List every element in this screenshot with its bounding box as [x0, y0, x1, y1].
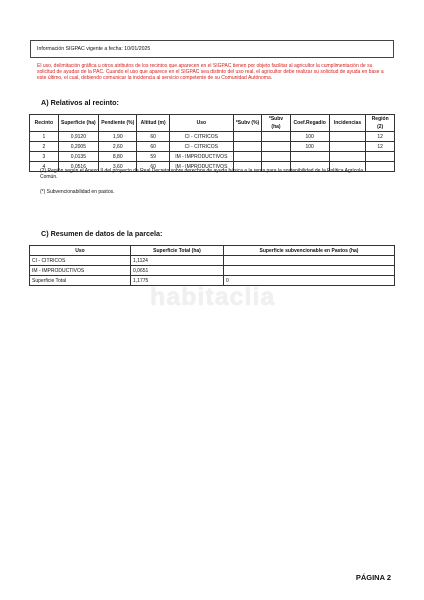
col-incidencias: Incidencias: [329, 115, 366, 132]
col-coef-regadio: Coef.Regadío: [290, 115, 329, 132]
cell-superficie-pastos: 0: [224, 276, 395, 286]
col-subv-pct: *Subv (%): [233, 115, 261, 132]
cell-uso: IM - IMPRODUCTIVOS: [169, 152, 233, 162]
recinto-row: [30, 132, 395, 142]
pastos-footnote: (*) Subvencionabilidad en pastos.: [40, 189, 115, 195]
cell-pendiente: 8,80: [99, 152, 137, 162]
recinto-header-row: [30, 115, 395, 132]
cell-incidencias: [329, 152, 366, 162]
cell-incidencias: [329, 142, 366, 152]
cell-superficie: 0,0135: [58, 152, 98, 162]
cell-superficie: 0,0516: [58, 162, 98, 172]
cell-coef-regadio: 100: [290, 132, 329, 142]
cell-recinto: 3: [30, 152, 59, 162]
cell-altitud: 60: [137, 162, 169, 172]
cell-uso: CI - CITRICOS: [30, 256, 131, 266]
cell-subv-ha: [262, 132, 290, 142]
cell-uso: Superficie Total: [30, 276, 131, 286]
col-subv-ha: *Subv (ha): [262, 115, 290, 132]
col-pendiente: Pendiente (%): [99, 115, 137, 132]
recinto-table: [29, 114, 395, 172]
parcela-summary-table: [29, 245, 395, 286]
cell-region: [366, 152, 395, 162]
col-uso: Uso: [30, 246, 131, 256]
cell-superficie-total: 0,0651: [131, 266, 224, 276]
section-c-title: C) Resumen de datos de la parcela:: [41, 229, 163, 238]
habitaclia-watermark: habitaclia: [150, 283, 276, 311]
col-superficie: Superficie (ha): [58, 115, 98, 132]
recinto-row: [30, 152, 395, 162]
cell-region: 12: [366, 132, 395, 142]
cell-uso: IM - IMPRODUCTIVOS: [169, 162, 233, 172]
cell-coef-regadio: 100: [290, 142, 329, 152]
col-superficie-pastos: Superficie subvencionable en Pastos (ha): [224, 246, 395, 256]
col-recinto: Recinto: [30, 115, 59, 132]
cell-incidencias: [329, 132, 366, 142]
summary-row: [30, 256, 395, 266]
cell-region: 12: [366, 142, 395, 152]
col-altitud: Altitud (m): [137, 115, 169, 132]
cell-superficie-total: 1,1775: [131, 276, 224, 286]
cell-altitud: 60: [137, 142, 169, 152]
cell-recinto: 1: [30, 132, 59, 142]
cell-recinto: 2: [30, 142, 59, 152]
cell-uso: CI - CITRICOS: [169, 142, 233, 152]
cell-uso: IM - IMPRODUCTIVOS: [30, 266, 131, 276]
sigpac-date-line: Información SIGPAC vigente a fecha: 10/01/2025: [37, 46, 151, 52]
cell-superficie-pastos: [224, 266, 395, 276]
cell-altitud: 59: [137, 152, 169, 162]
cell-subv-pct: [233, 152, 261, 162]
page-number: PÁGINA 2: [355, 573, 391, 582]
legal-notice: El uso, delimitación gráfica u otros atributos de los recintos que aparecen en el SIGPAC tienen por objeto facilitar al agricultor la cumplimentación de su solicitud de ayudas de la PAC. Cuando el uso que aparece en el SIGPAC sea distinto del uso real, el agricultor debe realizar su solicitud de ayuda en base a este último, el cual, debiendo comunicar la incidencia al servicio competente de su Comunidad Autónoma.: [37, 63, 384, 82]
region-footnote: (2) Región según el Anexo II del proyecto de Real Decreto sobre derechos de ayuda básica a la renta para la sostenibilidad de la Política Agrícola Común.: [40, 168, 363, 181]
cell-altitud: 60: [137, 132, 169, 142]
cell-uso: CI - CITRICOS: [169, 132, 233, 142]
cell-subv-ha: [262, 142, 290, 152]
cell-subv-pct: [233, 142, 261, 152]
col-region: Región (2): [366, 115, 395, 132]
cell-superficie-total: 1,1124: [131, 256, 224, 266]
col-uso: Uso: [169, 115, 233, 132]
cell-superficie: 0,9120: [58, 132, 98, 142]
section-a-title: A) Relativos al recinto:: [41, 98, 119, 107]
cell-subv-pct: [233, 132, 261, 142]
sigpac-info-box: [30, 40, 394, 58]
summary-row: [30, 266, 395, 276]
cell-pendiente: 3,60: [99, 162, 137, 172]
col-superficie-total: Superficie Total (ha): [131, 246, 224, 256]
recinto-row: [30, 142, 395, 152]
cell-recinto: 4: [30, 162, 59, 172]
cell-superficie: 0,2005: [58, 142, 98, 152]
cell-pendiente: 1,90: [99, 132, 137, 142]
cell-pendiente: 2,60: [99, 142, 137, 152]
summary-header-row: [30, 246, 395, 256]
cell-coef-regadio: [290, 152, 329, 162]
cell-superficie-pastos: [224, 256, 395, 266]
cell-subv-ha: [262, 152, 290, 162]
